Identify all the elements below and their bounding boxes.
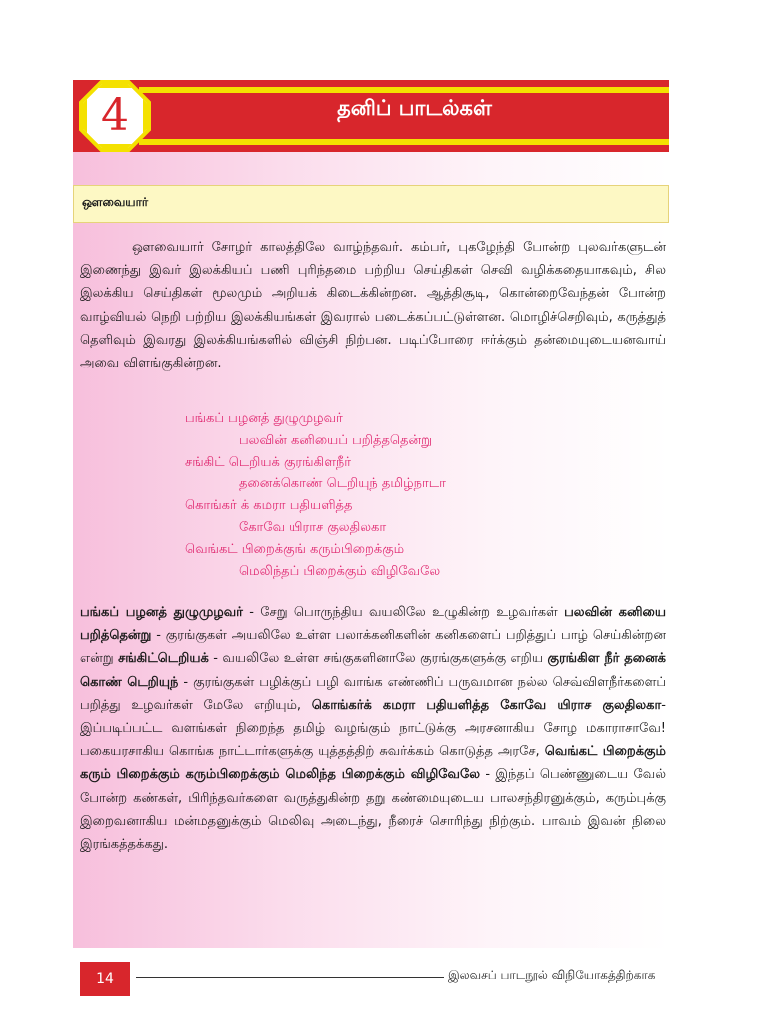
banner-stripe-bottom — [139, 139, 669, 145]
intro-paragraph-text: ஔவையார் சோழர் காலத்திலே வாழ்ந்தவர். கம்பர், புகழேந்தி போன்ற புலவர்களுடன் இணைந்து இவர் இலக்கியப் பணி புரிந்தமை பற்றிய செய்திகள் செவி வழிக்கதையாகவும், சில இலக்கிய செய்திகள் மூலமும் அறியக் கிடைக்கின்றன. ஆத்திசூடி, கொன்றைவேந்தன் போன்ற வாழ்வியல் நெறி பற்றிய இலக்கியங்கள் இவரால் படைக்கப்பட்டுள்ளன. மொழிச்செறிவும், கருத்துத் தெளிவும் இவரது இலக்கியங்களில் விஞ்சி நிற்பன. படிப்போரை ஈர்க்கும் தன்மையுடையனவாய் அவை விளங்குகின்றன. — [80, 240, 666, 372]
explanation-phrase: குரங்கிள நீர் தனைக் கொண் டெறியுந் — [80, 651, 666, 690]
poem-line: பலவின் கனியைப் பறித்ததென்று — [239, 432, 432, 448]
explanation-text: - இப்படிப்பட்ட வளங்கள் நிறைந்த தமிழ் வழங்கும் நாட்டுக்கு அரசனாகிய சோழ மகாராசாவே! பகையரசாகிய கொங்க நாட்டார்களுக்கு யுத்தத்திற் சுவர்க்கம் கொடுத்த அரசே, — [80, 697, 666, 760]
explanation-phrase: பலவின் கனியை பறித்தென்று — [80, 605, 666, 644]
chapter-title: தனிப் பாடல்கள் — [337, 96, 492, 120]
explanation-text: - சேறு பொருந்திய வயலிலே உழுகின்ற உழவர்கள் — [242, 605, 565, 620]
poem-line: பங்கப் பழனத் துழுமுழவர் — [185, 411, 343, 426]
intro-paragraph — [80, 236, 666, 375]
explanation-text: - குரங்குகள் அயலிலே உள்ள பலாக்கனிகளின் கனிகளைப் பறித்துப் பாழ் செய்கின்றன என்று — [80, 628, 666, 667]
explanation-phrase: சங்கிட்டெறியக் — [118, 651, 209, 667]
poem-line: கோவே யிராச குலதிலகா — [239, 519, 387, 535]
explanation-phrase: வெங்கட் பிறைக்கும் கரும் பிறைக்கும் கரும்பிறைக்கும் மெலிந்த பிறைக்கும் விழிவேலே — [80, 744, 666, 783]
explanation-text: - குரங்குகள் பழிக்குப் பழி வாங்க எண்ணிப் பருவமான நல்ல செவ்விளநீர்களைப் பறித்து உழவர்கள் மேலே எறியும், — [80, 674, 667, 713]
author-heading: ஔவையார் — [73, 185, 669, 223]
explanation-phrase: கொங்கர்க் கமரா பதியளித்த கோவே யிராச குலதிலகா — [311, 697, 662, 713]
poem-line: வெங்கட் பிறைக்குங் கரும்பிறைக்கும் — [185, 541, 405, 557]
chapter-number: 4 — [101, 90, 129, 141]
footer-text: இலவசப் பாடநூல் விநியோகத்திற்காக — [448, 968, 656, 982]
poem-line: கொங்கர் க் கமரா பதியளித்த — [185, 498, 353, 514]
footer-rule — [136, 977, 444, 978]
explanation-phrase: பங்கப் பழனத் துழுமுழவர் — [80, 605, 243, 620]
poem-line: சங்கிட் டெறியக் குரங்கிளநீர் — [185, 454, 352, 470]
poem-block — [185, 408, 446, 582]
explanation-paragraph — [80, 601, 666, 856]
explanation-text: - வயலிலே உள்ள சங்குகளினாலே குரங்குகளுக்கு எறிய — [208, 651, 548, 667]
poem-line: தனைக்கொண் டெறியுந் தமிழ்நாடா — [239, 476, 446, 492]
page-number: 14 — [80, 962, 130, 996]
poem-line: மெலிந்தப் பிறைக்கும் விழிவேலே — [239, 563, 441, 579]
banner-stripe-top — [139, 87, 669, 93]
explanation-text: - இந்தப் பெண்ணுடைய வேல் போன்ற கண்கள், பிரிந்தவர்களை வருத்துகின்ற தறு கண்மையுடைய பாலசந்திரனுக்கும், கரும்புக்கு இறைவனாகிய மன்மதனுக்கும் மெலிவு அடைந்து, நீரைச் சொரிந்து நிற்கும். பாவம் இவன் நிலை இரங்கத்தக்கது. — [80, 767, 667, 853]
